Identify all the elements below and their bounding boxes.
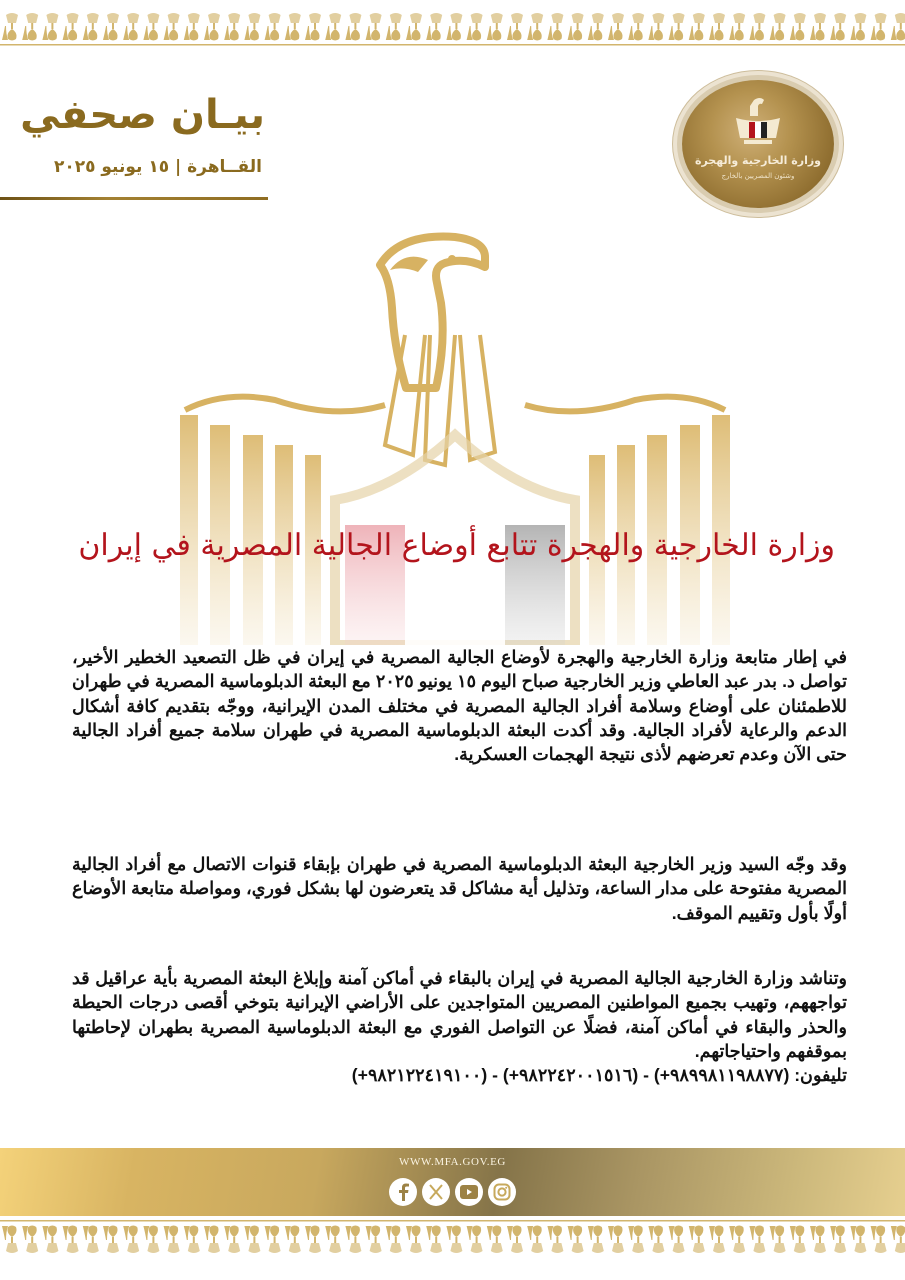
lotus-motif (265, 13, 281, 41)
eagle-emblem-icon (682, 80, 834, 208)
lotus-motif (305, 13, 321, 41)
paragraph-2: وقد وجّه السيد وزير الخارجية البعثة الدبلوماسية المصرية في طهران بإبقاء قنوات الاتصال مع أفراد الجالية المصرية مفتوحة على مدار الساعة، وتذليل أية مشاكل قد يتعرضون لها بشكل فوري، ومواصلة متابعة الأوضاع أولًا بأول وتقييم الموقف. (72, 854, 847, 923)
lotus-motif (527, 13, 543, 41)
phone-numbers[interactable]: (+٩٨٢١٢٢٤١٩١٠٠) - (+٩٨٢٢٤٢٠٠١٥١٦) - (+٩٨٩٩٨١١٩٨٨٧٧) (351, 1065, 790, 1086)
ornament-rule (0, 1220, 905, 1222)
top-ornament-border (0, 12, 905, 48)
lotus-motif (42, 1226, 58, 1254)
eagle-watermark-icon (175, 225, 735, 645)
social-links (0, 1178, 905, 1206)
lotus-motif (810, 1226, 826, 1254)
lotus-motif (22, 1226, 38, 1254)
paragraph-3 (72, 966, 847, 1087)
website-link[interactable]: WWW.MFA.GOV.EG (399, 1156, 506, 1168)
lotus-motif (366, 13, 382, 41)
lotus-motif (648, 1226, 664, 1254)
lotus-motif (345, 13, 361, 41)
lotus-motif (507, 13, 523, 41)
lotus-motif (63, 1226, 79, 1254)
lotus-motif (891, 1226, 905, 1254)
lotus-motif (588, 1226, 604, 1254)
lotus-motif (628, 1226, 644, 1254)
lotus-motif (709, 13, 725, 41)
lotus-motif (204, 13, 220, 41)
lotus-motif (184, 1226, 200, 1254)
lotus-motif (123, 1226, 139, 1254)
lotus-motif (467, 13, 483, 41)
lotus-motif (568, 13, 584, 41)
seal-ministry-name: وزارة الخارجية والهجرة (694, 154, 822, 167)
lotus-motif (830, 1226, 846, 1254)
facebook-icon (395, 1183, 411, 1201)
youtube-icon (460, 1185, 478, 1199)
document-title: بيـان صحفي (20, 92, 265, 138)
lotus-motif (446, 1226, 462, 1254)
ministry-seal-logo (682, 80, 834, 208)
lotus-motif (63, 13, 79, 41)
phone-label: تليفون: (794, 1065, 847, 1086)
lotus-motif (345, 1226, 361, 1254)
lotus-motif (689, 1226, 705, 1254)
lotus-motif (669, 1226, 685, 1254)
lotus-motif (689, 13, 705, 41)
instagram-button[interactable] (488, 1178, 516, 1206)
lotus-motif (446, 13, 462, 41)
lotus-motif (487, 13, 503, 41)
lotus-motif (22, 13, 38, 41)
lotus-motif (123, 13, 139, 41)
lotus-motif (669, 13, 685, 41)
header-divider (0, 197, 268, 200)
lotus-motif (386, 1226, 402, 1254)
ornament-rule (0, 44, 905, 46)
x-button[interactable] (422, 1178, 450, 1206)
lotus-motif (143, 1226, 159, 1254)
lotus-motif (770, 1226, 786, 1254)
lotus-motif (547, 1226, 563, 1254)
lotus-motif (164, 1226, 180, 1254)
lotus-motif (325, 13, 341, 41)
paragraph-1: في إطار متابعة وزارة الخارجية والهجرة لأوضاع الجالية المصرية في إيران في ظل التصعيد الخطير الأخير، تواصل د. بدر عبد العاطي وزير الخارجية صباح اليوم ١٥ يونيو ٢٠٢٥ مع البعثة الدبلوماسية المصرية في طهران للاطمئنان على أوضاع وسلامة أفراد الجالية المصرية في مختلف المدن الإيرانية، ووجّه بتقديم كافة أشكال الدعم والرعاية لأفراد الجالية. وقد أكدت البعثة الدبلوماسية المصرية في طهران سلامة جميع أفراد الجالية حتى الآن وعدم تعرضهم لأذى نتيجة الهجمات العسكرية. (72, 647, 848, 765)
lotus-motif (891, 13, 905, 41)
lotus-motif (608, 1226, 624, 1254)
lotus-motif (547, 13, 563, 41)
lotus-motif (749, 13, 765, 41)
lotus-motif (608, 13, 624, 41)
youtube-button[interactable] (455, 1178, 483, 1206)
dateline: القــاهرة | ١٥ يونيو ٢٠٢٥ (53, 157, 262, 177)
lotus-motif (628, 13, 644, 41)
lotus-motif (406, 13, 422, 41)
lotus-motif (568, 1226, 584, 1254)
lotus-motif (770, 13, 786, 41)
lotus-motif (871, 13, 887, 41)
lotus-motif (507, 1226, 523, 1254)
facebook-button[interactable] (389, 1178, 417, 1206)
lotus-motif (204, 1226, 220, 1254)
lotus-motif (871, 1226, 887, 1254)
lotus-motif (850, 1226, 866, 1254)
lotus-motif (83, 13, 99, 41)
lotus-motif (2, 13, 18, 41)
lotus-motif (265, 1226, 281, 1254)
lotus-motif (244, 1226, 260, 1254)
lotus-motif (143, 13, 159, 41)
lotus-motif (42, 13, 58, 41)
lotus-motif (285, 1226, 301, 1254)
lotus-motif (487, 1226, 503, 1254)
lotus-motif (729, 1226, 745, 1254)
lotus-motif (244, 13, 260, 41)
lotus-motif (164, 13, 180, 41)
headline: وزارة الخارجية والهجرة تتابع أوضاع الجالية المصرية في إيران (78, 528, 835, 563)
lotus-motif (184, 13, 200, 41)
lotus-motif (790, 13, 806, 41)
lotus-motif (648, 13, 664, 41)
lotus-motif (850, 13, 866, 41)
lotus-motif (406, 1226, 422, 1254)
lotus-motif (83, 1226, 99, 1254)
lotus-motif (588, 13, 604, 41)
phone-line (72, 1063, 847, 1087)
lotus-motif (103, 1226, 119, 1254)
lotus-motif (224, 1226, 240, 1254)
lotus-motif (2, 1226, 18, 1254)
lotus-motif (790, 1226, 806, 1254)
lotus-motif (325, 1226, 341, 1254)
x-icon (428, 1184, 444, 1200)
instagram-icon (493, 1183, 511, 1201)
paragraph-3-text: وتناشد وزارة الخارجية الجالية المصرية في إيران بالبقاء في أماكن آمنة وإبلاغ البعثة المصرية بأية عراقيل قد تواجههم، وتهيب بجميع المواطنين المصريين المتواجدين على الأراضي الإيرانية بتوخي أقصى درجات الحيطة والحذر والبقاء في أماكن آمنة، فضلًا عن التواصل الفوري مع البعثة الدبلوماسية المصرية بطهران لإحاطتها بموقفهم واحتياجاتهم. (72, 968, 847, 1061)
lotus-motif (830, 13, 846, 41)
lotus-motif (224, 13, 240, 41)
lotus-motif (103, 13, 119, 41)
lotus-motif (749, 1226, 765, 1254)
lotus-motif (709, 1226, 725, 1254)
lotus-motif (285, 13, 301, 41)
lotus-motif (527, 1226, 543, 1254)
lotus-motif (366, 1226, 382, 1254)
lotus-motif (810, 13, 826, 41)
lotus-motif (729, 13, 745, 41)
lotus-motif (305, 1226, 321, 1254)
lotus-motif (426, 13, 442, 41)
lotus-motif (467, 1226, 483, 1254)
footer-band (0, 1148, 905, 1216)
lotus-motif (386, 13, 402, 41)
bottom-ornament-border (0, 1218, 905, 1254)
seal-subtitle: وشئون المصريين بالخارج (721, 172, 795, 180)
lotus-motif (426, 1226, 442, 1254)
